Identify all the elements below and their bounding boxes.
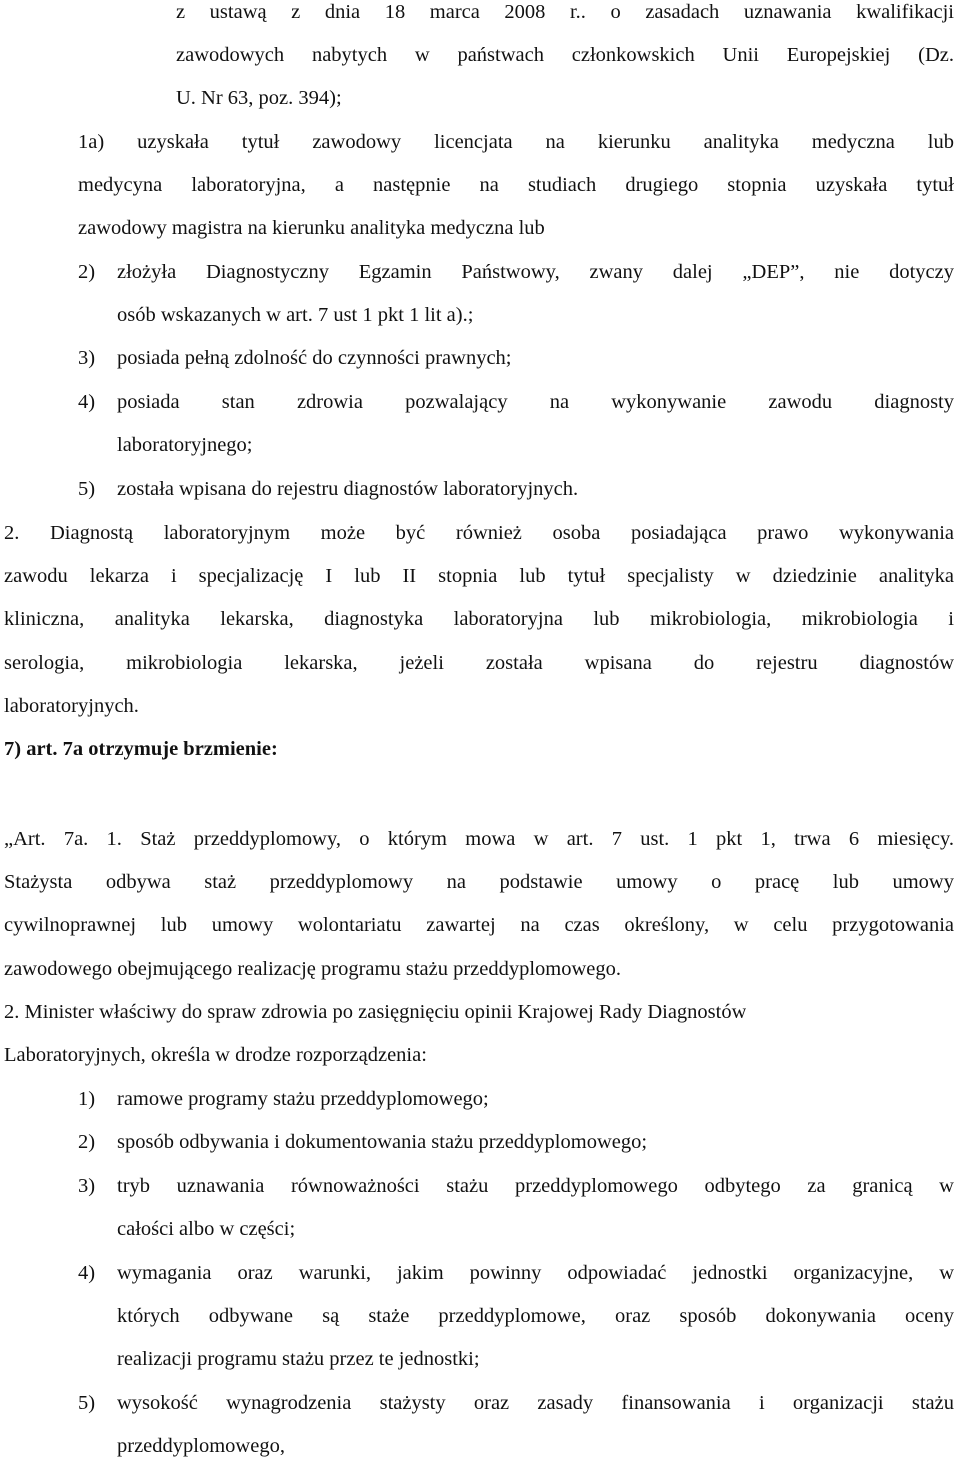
list-item-text: realizacji programu stażu przez te jednostki;	[117, 1348, 480, 1370]
list-item-text: ramowe programy stażu przeddyplomowego;	[117, 1088, 489, 1110]
text-line: Laboratoryjnych, określa w drodze rozporządzenia:	[4, 1044, 427, 1066]
text-line: cywilnoprawnej lub umowy wolontariatu zawartej na czas określony, w celu przygotowania	[4, 914, 954, 936]
text-line: zawodowego obejmującego realizację programu stażu przeddyplomowego.	[4, 958, 622, 980]
section-heading: 7) art. 7a otrzymuje brzmienie:	[4, 738, 278, 760]
list-item-text: sposób odbywania i dokumentowania stażu przeddyplomowego;	[117, 1131, 648, 1153]
list-number: 4)	[78, 1262, 96, 1284]
list-number: 5)	[78, 1392, 96, 1414]
text-line: z ustawą z dnia 18 marca 2008 r.. o zasadach uznawania kwalifikacji	[176, 1, 954, 23]
text-line: 2. Minister właściwy do spraw zdrowia po zasięgnięciu opinii Krajowej Rady Diagnostów	[4, 1001, 747, 1023]
list-number: 3)	[78, 1175, 96, 1197]
list-number: 1)	[78, 1088, 96, 1110]
list-item-text: została wpisana do rejestru diagnostów laboratoryjnych.	[117, 478, 579, 500]
text-line: Stażysta odbywa staż przeddyplomowy na podstawie umowy o pracę lub umowy	[4, 871, 954, 893]
text-line: 2. Diagnostą laboratoryjnym może być również osoba posiadająca prawo wykonywania	[4, 522, 954, 544]
list-number: 5)	[78, 478, 96, 500]
list-item-text: wymagania oraz warunki, jakim powinny odpowiadać jednostki organizacyjne, w	[117, 1262, 954, 1284]
list-item-text: przeddyplomowego,	[117, 1435, 285, 1457]
list-item-text: laboratoryjnego;	[117, 434, 253, 456]
list-item-text: posiada stan zdrowia pozwalający na wykonywanie zawodu diagnosty	[117, 391, 954, 413]
text-line: zawodu lekarza i specjalizację I lub II stopnia lub tytuł specjalisty w dziedzinie analityka	[4, 565, 954, 587]
text-line: kliniczna, analityka lekarska, diagnostyka laboratoryjna lub mikrobiologia, mikrobiologia i	[4, 608, 954, 630]
text-line: serologia, mikrobiologia lekarska, jeżeli została wpisana do rejestru diagnostów	[4, 652, 954, 674]
text-line: 1a) uzyskała tytuł zawodowy licencjata na kierunku analityka medyczna lub	[78, 131, 954, 153]
text-line: zawodowych nabytych w państwach członkowskich Unii Europejskiej (Dz.	[176, 44, 954, 66]
list-item-text: złożyła Diagnostyczny Egzamin Państwowy, zwany dalej „DEP”, nie dotyczy	[117, 261, 954, 283]
list-item-text: których odbywane są staże przeddyplomowe, oraz sposób dokonywania oceny	[117, 1305, 954, 1327]
list-item-text: wysokość wynagrodzenia stażysty oraz zasady finansowania i organizacji stażu	[117, 1392, 954, 1414]
list-item-text: całości albo w części;	[117, 1218, 296, 1240]
list-number: 2)	[78, 1131, 96, 1153]
list-number: 2)	[78, 261, 96, 283]
text-line: zawodowy magistra na kierunku analityka medyczna lub	[78, 217, 545, 239]
text-line: medycyna laboratoryjna, a następnie na studiach drugiego stopnia uzyskała tytuł	[78, 174, 954, 196]
list-item-text: posiada pełną zdolność do czynności prawnych;	[117, 347, 512, 369]
list-number: 4)	[78, 391, 96, 413]
list-number: 3)	[78, 347, 96, 369]
list-item-text: tryb uznawania równoważności stażu przeddyplomowego odbytego za granicą w	[117, 1175, 954, 1197]
text-line: „Art. 7a. 1. Staż przeddyplomowy, o którym mowa w art. 7 ust. 1 pkt 1, trwa 6 miesięcy.	[4, 828, 954, 850]
text-line: laboratoryjnych.	[4, 695, 139, 717]
text-line: U. Nr 63, poz. 394);	[176, 87, 342, 109]
list-item-text: osób wskazanych w art. 7 ust 1 pkt 1 lit a).;	[117, 304, 474, 326]
